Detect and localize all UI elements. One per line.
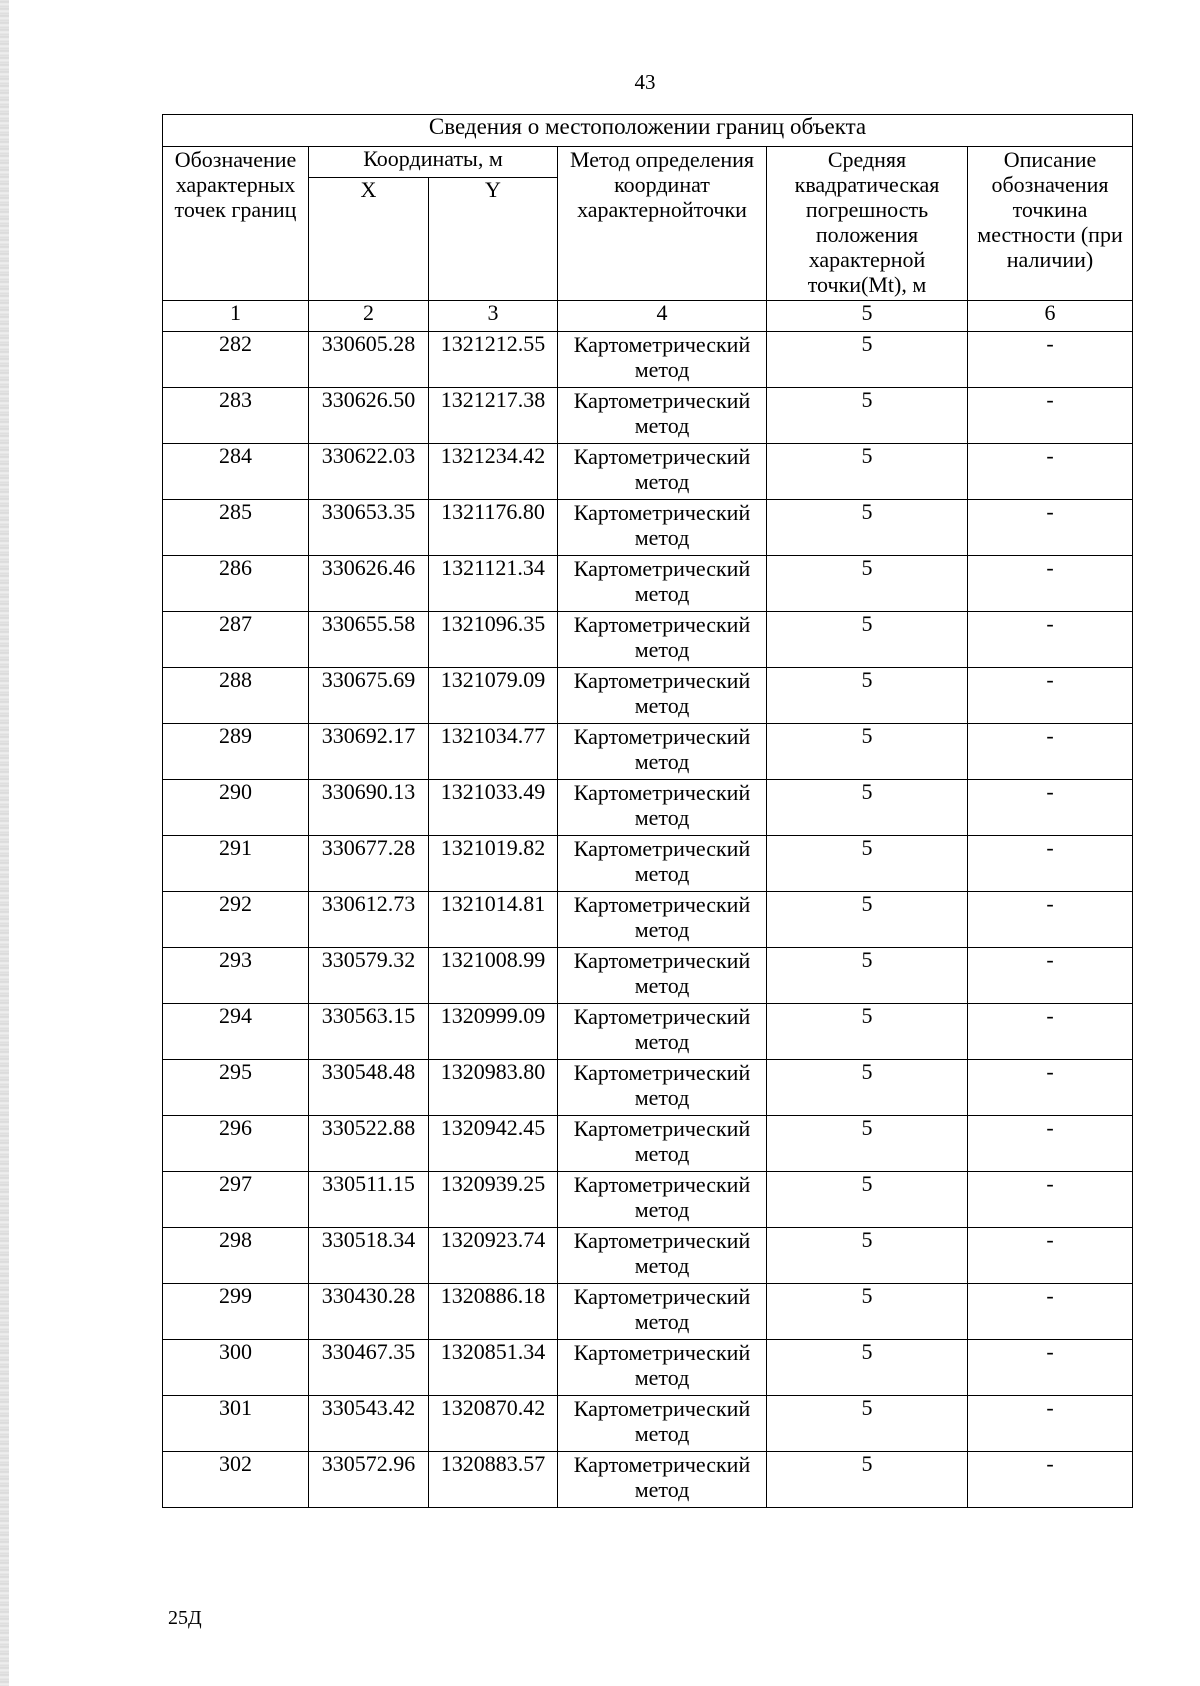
table-row <box>163 444 1133 500</box>
table-row <box>163 1452 1133 1508</box>
accuracy-cell: 5 <box>767 668 968 724</box>
accuracy-cell: 5 <box>767 1004 968 1060</box>
method-cell: Картометрический метод <box>558 556 767 612</box>
table-row <box>163 1340 1133 1396</box>
table-row <box>163 780 1133 836</box>
point-cell: 298 <box>163 1228 309 1284</box>
y-coordinate-cell: 1320999.09 <box>429 1004 558 1060</box>
header-description: Описание обозначения точкина местности (при наличии) <box>968 147 1133 301</box>
y-coordinate-cell: 1321014.81 <box>429 892 558 948</box>
table-row <box>163 836 1133 892</box>
method-cell: Картометрический метод <box>558 1340 767 1396</box>
x-coordinate-cell: 330518.34 <box>309 1228 429 1284</box>
method-cell: Картометрический метод <box>558 612 767 668</box>
method-cell: Картометрический метод <box>558 500 767 556</box>
table-row <box>163 892 1133 948</box>
table-row <box>163 948 1133 1004</box>
y-coordinate-cell: 1320851.34 <box>429 1340 558 1396</box>
table-row <box>163 1004 1133 1060</box>
accuracy-cell: 5 <box>767 500 968 556</box>
description-cell: - <box>968 556 1133 612</box>
method-cell: Картометрический метод <box>558 948 767 1004</box>
point-cell: 295 <box>163 1060 309 1116</box>
point-cell: 291 <box>163 836 309 892</box>
point-cell: 302 <box>163 1452 309 1508</box>
table-row <box>163 1228 1133 1284</box>
point-cell: 300 <box>163 1340 309 1396</box>
accuracy-cell: 5 <box>767 612 968 668</box>
column-number: 3 <box>429 301 558 332</box>
column-number: 4 <box>558 301 767 332</box>
description-cell: - <box>968 500 1133 556</box>
description-cell: - <box>968 836 1133 892</box>
table-row <box>163 1060 1133 1116</box>
y-coordinate-cell: 1321217.38 <box>429 388 558 444</box>
table-row <box>163 612 1133 668</box>
column-number: 1 <box>163 301 309 332</box>
table-row <box>163 1172 1133 1228</box>
accuracy-cell: 5 <box>767 388 968 444</box>
y-coordinate-cell: 1320883.57 <box>429 1452 558 1508</box>
method-cell: Картометрический метод <box>558 668 767 724</box>
method-cell: Картометрический метод <box>558 836 767 892</box>
point-cell: 283 <box>163 388 309 444</box>
y-coordinate-cell: 1320942.45 <box>429 1116 558 1172</box>
x-coordinate-cell: 330522.88 <box>309 1116 429 1172</box>
method-cell: Картометрический метод <box>558 1172 767 1228</box>
y-coordinate-cell: 1321033.49 <box>429 780 558 836</box>
y-coordinate-cell: 1321234.42 <box>429 444 558 500</box>
x-coordinate-cell: 330622.03 <box>309 444 429 500</box>
table-row <box>163 556 1133 612</box>
accuracy-cell: 5 <box>767 1340 968 1396</box>
accuracy-cell: 5 <box>767 1452 968 1508</box>
point-cell: 292 <box>163 892 309 948</box>
accuracy-cell: 5 <box>767 556 968 612</box>
table-row <box>163 668 1133 724</box>
point-cell: 287 <box>163 612 309 668</box>
accuracy-cell: 5 <box>767 1116 968 1172</box>
accuracy-cell: 5 <box>767 1172 968 1228</box>
accuracy-cell: 5 <box>767 948 968 1004</box>
method-cell: Картометрический метод <box>558 1116 767 1172</box>
accuracy-cell: 5 <box>767 836 968 892</box>
point-cell: 284 <box>163 444 309 500</box>
table-row <box>163 724 1133 780</box>
y-coordinate-cell: 1320886.18 <box>429 1284 558 1340</box>
table-row <box>163 1284 1133 1340</box>
page-number: 43 <box>634 70 656 94</box>
x-coordinate-cell: 330626.50 <box>309 388 429 444</box>
x-coordinate-cell: 330543.42 <box>309 1396 429 1452</box>
y-coordinate-cell: 1321176.80 <box>429 500 558 556</box>
description-cell: - <box>968 1228 1133 1284</box>
point-cell: 301 <box>163 1396 309 1452</box>
y-coordinate-cell: 1321079.09 <box>429 668 558 724</box>
table-row <box>163 332 1133 388</box>
column-number: 5 <box>767 301 968 332</box>
x-coordinate-cell: 330511.15 <box>309 1172 429 1228</box>
accuracy-cell: 5 <box>767 780 968 836</box>
point-cell: 290 <box>163 780 309 836</box>
y-coordinate-cell: 1321034.77 <box>429 724 558 780</box>
method-cell: Картометрический метод <box>558 1396 767 1452</box>
description-cell: - <box>968 1452 1133 1508</box>
description-cell: - <box>968 780 1133 836</box>
x-coordinate-cell: 330692.17 <box>309 724 429 780</box>
point-cell: 286 <box>163 556 309 612</box>
point-cell: 293 <box>163 948 309 1004</box>
y-coordinate-cell: 1320983.80 <box>429 1060 558 1116</box>
accuracy-cell: 5 <box>767 892 968 948</box>
description-cell: - <box>968 724 1133 780</box>
method-cell: Картометрический метод <box>558 388 767 444</box>
x-coordinate-cell: 330655.58 <box>309 612 429 668</box>
x-coordinate-cell: 330572.96 <box>309 1452 429 1508</box>
description-cell: - <box>968 1004 1133 1060</box>
y-coordinate-cell: 1321121.34 <box>429 556 558 612</box>
header-accuracy: Средняя квадратическая погрешность положения характерной точки(Mt), м <box>767 147 968 301</box>
method-cell: Картометрический метод <box>558 1228 767 1284</box>
x-coordinate-cell: 330430.28 <box>309 1284 429 1340</box>
description-cell: - <box>968 948 1133 1004</box>
method-cell: Картометрический метод <box>558 724 767 780</box>
accuracy-cell: 5 <box>767 332 968 388</box>
point-cell: 289 <box>163 724 309 780</box>
column-numbers-row <box>163 301 1133 332</box>
description-cell: - <box>968 1172 1133 1228</box>
method-cell: Картометрический метод <box>558 1284 767 1340</box>
x-coordinate-cell: 330612.73 <box>309 892 429 948</box>
method-cell: Картометрический метод <box>558 444 767 500</box>
x-coordinate-cell: 330579.32 <box>309 948 429 1004</box>
point-cell: 294 <box>163 1004 309 1060</box>
accuracy-cell: 5 <box>767 444 968 500</box>
x-coordinate-cell: 330605.28 <box>309 332 429 388</box>
y-coordinate-cell: 1320870.42 <box>429 1396 558 1452</box>
method-cell: Картометрический метод <box>558 892 767 948</box>
header-method: Метод определения координат характернойточки <box>558 147 767 301</box>
table-row <box>163 1396 1133 1452</box>
table-row <box>163 1116 1133 1172</box>
point-cell: 296 <box>163 1116 309 1172</box>
x-coordinate-cell: 330467.35 <box>309 1340 429 1396</box>
column-number: 2 <box>309 301 429 332</box>
accuracy-cell: 5 <box>767 724 968 780</box>
header-coordinates: Координаты, м <box>309 147 558 178</box>
accuracy-cell: 5 <box>767 1228 968 1284</box>
description-cell: - <box>968 332 1133 388</box>
description-cell: - <box>968 1396 1133 1452</box>
point-cell: 288 <box>163 668 309 724</box>
point-cell: 285 <box>163 500 309 556</box>
x-coordinate-cell: 330677.28 <box>309 836 429 892</box>
description-cell: - <box>968 444 1133 500</box>
scan-edge <box>0 0 9 1686</box>
method-cell: Картометрический метод <box>558 1004 767 1060</box>
boundary-coordinates-table <box>162 114 1133 1508</box>
description-cell: - <box>968 1340 1133 1396</box>
y-coordinate-cell: 1320939.25 <box>429 1172 558 1228</box>
accuracy-cell: 5 <box>767 1284 968 1340</box>
point-cell: 299 <box>163 1284 309 1340</box>
y-coordinate-cell: 1321096.35 <box>429 612 558 668</box>
footer-code: 25Д <box>168 1607 202 1629</box>
description-cell: - <box>968 1116 1133 1172</box>
description-cell: - <box>968 668 1133 724</box>
x-coordinate-cell: 330653.35 <box>309 500 429 556</box>
y-coordinate-cell: 1321019.82 <box>429 836 558 892</box>
point-cell: 297 <box>163 1172 309 1228</box>
x-coordinate-cell: 330675.69 <box>309 668 429 724</box>
x-coordinate-cell: 330690.13 <box>309 780 429 836</box>
accuracy-cell: 5 <box>767 1396 968 1452</box>
header-point: Обозначение характерных точек границ <box>163 147 309 301</box>
x-coordinate-cell: 330626.46 <box>309 556 429 612</box>
table-row <box>163 500 1133 556</box>
description-cell: - <box>968 1284 1133 1340</box>
table-body <box>163 332 1133 1508</box>
accuracy-cell: 5 <box>767 1060 968 1116</box>
point-cell: 282 <box>163 332 309 388</box>
x-coordinate-cell: 330548.48 <box>309 1060 429 1116</box>
table-row <box>163 388 1133 444</box>
table-title: Сведения о местоположении границ объекта <box>163 115 1133 147</box>
method-cell: Картометрический метод <box>558 780 767 836</box>
description-cell: - <box>968 612 1133 668</box>
y-coordinate-cell: 1320923.74 <box>429 1228 558 1284</box>
method-cell: Картометрический метод <box>558 332 767 388</box>
description-cell: - <box>968 1060 1133 1116</box>
column-number: 6 <box>968 301 1133 332</box>
header-x: X <box>309 178 429 301</box>
method-cell: Картометрический метод <box>558 1060 767 1116</box>
y-coordinate-cell: 1321008.99 <box>429 948 558 1004</box>
method-cell: Картометрический метод <box>558 1452 767 1508</box>
x-coordinate-cell: 330563.15 <box>309 1004 429 1060</box>
y-coordinate-cell: 1321212.55 <box>429 332 558 388</box>
description-cell: - <box>968 892 1133 948</box>
description-cell: - <box>968 388 1133 444</box>
header-y: Y <box>429 178 558 301</box>
